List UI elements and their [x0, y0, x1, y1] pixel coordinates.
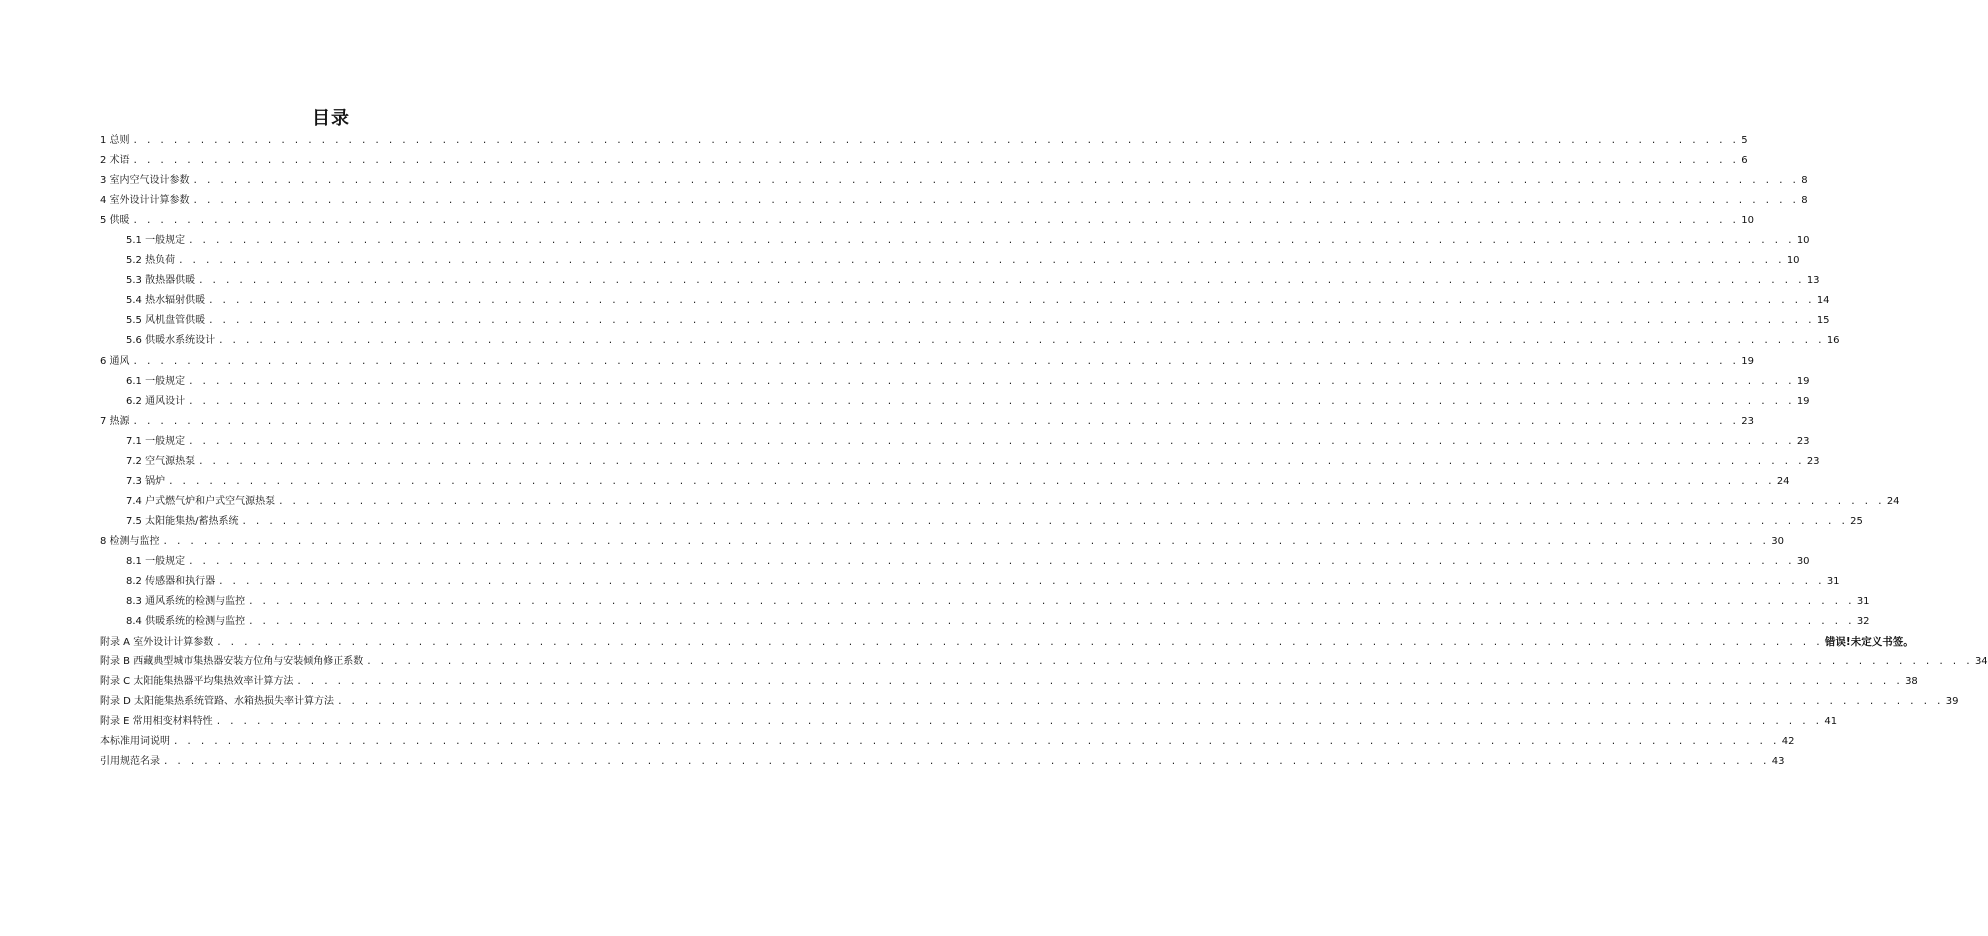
toc-entry-page: 34: [1974, 656, 1988, 668]
toc-entry-page: 24: [1886, 495, 1900, 507]
toc-entry-page: 23: [1796, 435, 1810, 447]
toc-entry-label: 7.1 一般规定: [126, 435, 186, 447]
toc-entry-page: 31: [1826, 576, 1840, 588]
toc-entry-page: 16: [1826, 335, 1840, 347]
toc-leader-dots: . . . . . . . . . . . . . . . . . . . . . . . . . . . . . . . . . . . . . . . . . . . . . . . . . . . . . . . . . . . . . . . . . . . . . . . . . . . . . . . . . . . . . . . . . . . . . . . . . . . . . . . . . . . . . . . . . . . . . . . .: [132, 356, 1739, 367]
toc-entry-page: 41: [1824, 716, 1838, 728]
toc-entry[interactable]: [100, 251, 1800, 271]
toc-entry-page: 8: [1801, 195, 1808, 207]
toc-entry-label: 7.2 空气源热泵: [126, 455, 196, 467]
toc-entry-page: 19: [1796, 375, 1810, 387]
toc-leader-dots: . . . . . . . . . . . . . . . . . . . . . . . . . . . . . . . . . . . . . . . . . . . . . . . . . . . . . . . . . . . . . . . . . . . . . . . . . . . . . . . . . . . . . . . . . . . . . . . . . . . . . . . . . . . . . . . . . . . . . . . .: [248, 597, 1854, 608]
toc-entry-label: 7 热源: [100, 415, 130, 427]
toc-entry-page: 23: [1741, 415, 1754, 427]
toc-entry-page: 23: [1806, 455, 1820, 467]
toc-leader-dots: . . . . . . . . . . . . . . . . . . . . . . . . . . . . . . . . . . . . . . . . . . . . . . . . . . . . . . . . . . . . . . . . . . . . . . . . . . . . . . . . . . . . . . . . . . . . . . . . . . . . . . . . . . . . . . . . . . . . . . . .: [162, 536, 1769, 547]
toc-entry-label: 附录 B 西藏典型城市集热器安装方位角与安装倾角修正系数: [100, 656, 364, 668]
toc-entry-label: 6 通风: [100, 355, 130, 367]
toc-entry-label: 5.5 风机盘管供暖: [126, 315, 206, 327]
toc-leader-dots: . . . . . . . . . . . . . . . . . . . . . . . . . . . . . . . . . . . . . . . . . . . . . . . . . . . . . . . . . . . . . . . . . . . . . . . . . . . . . . . . . . . . . . . . . . . . . . . . . . . . . . . . . . . . . . . . . . . . . . . .: [218, 336, 1824, 347]
toc-leader-dots: . . . . . . . . . . . . . . . . . . . . . . . . . . . . . . . . . . . . . . . . . . . . . . . . . . . . . . . . . . . . . . . . . . . . . . . . . . . . . . . . . . . . . . . . . . . . . . . . . . . . . . . . . . . . . . . . . . . . . . . .: [132, 136, 1739, 146]
toc-entry-page: 32: [1856, 616, 1870, 628]
toc-entry[interactable]: [100, 512, 1863, 532]
toc-entry-label: 7.5 太阳能集热/蓄热系统: [126, 515, 239, 527]
toc-entry-page: 39: [1945, 696, 1959, 708]
toc-entry-page: 8: [1801, 175, 1808, 187]
toc-leader-dots: . . . . . . . . . . . . . . . . . . . . . . . . . . . . . . . . . . . . . . . . . . . . . . . . . . . . . . . . . . . . . . . . . . . . . . . . . . . . . . . . . . . . . . . . . . . . . . . . . . . . . . . . . . . . . . . . . . . . . . . .: [216, 638, 1822, 649]
toc-leader-dots: . . . . . . . . . . . . . . . . . . . . . . . . . . . . . . . . . . . . . . . . . . . . . . . . . . . . . . . . . . . . . . . . . . . . . . . . . . . . . . . . . . . . . . . . . . . . . . . . . . . . . . . . . . . . . . . . . . . . . . . .: [192, 196, 1799, 207]
toc-entry-page: 10: [1786, 255, 1800, 267]
toc-entry-page: 25: [1850, 515, 1863, 527]
toc-entry[interactable]: [100, 311, 1830, 331]
toc-entry-label: 附录 A 室外设计计算参数: [100, 637, 214, 649]
toc-entry-label: 附录 E 常用相变材料特性: [100, 716, 213, 728]
toc-entry[interactable]: [100, 572, 1840, 592]
toc-entry-label: 3 室内空气设计参数: [100, 175, 190, 187]
toc-entry-page: 19: [1741, 355, 1754, 367]
toc-entry-label: 7.4 户式燃气炉和户式空气源热泵: [126, 495, 276, 507]
toc-entry[interactable]: [100, 492, 1900, 512]
toc-leader-dots: . . . . . . . . . . . . . . . . . . . . . . . . . . . . . . . . . . . . . . . . . . . . . . . . . . . . . . . . . . . . . . . . . . . . . . . . . . . . . . . . . . . . . . . . . . . . . . . . . . . . . . . . . . . . . . . . . . . . . . . .: [337, 697, 1943, 708]
toc-entry[interactable]: [100, 412, 1754, 432]
toc-entry-label: 8.3 通风系统的检测与监控: [126, 596, 246, 608]
toc-entry-page: 30: [1796, 555, 1810, 567]
toc-entry-page: 38: [1905, 676, 1918, 688]
toc-leader-dots: . . . . . . . . . . . . . . . . . . . . . . . . . . . . . . . . . . . . . . . . . . . . . . . . . . . . . . . . . . . . . . . . . . . . . . . . . . . . . . . . . . . . . . . . . . . . . . . . . . . . . . . . . . . . . . . . . . . . . . . .: [218, 577, 1824, 588]
toc-leader-dots: . . . . . . . . . . . . . . . . . . . . . . . . . . . . . . . . . . . . . . . . . . . . . . . . . . . . . . . . . . . . . . . . . . . . . . . . . . . . . . . . . . . . . . . . . . . . . . . . . . . . . . . . . . . . . . . . . . . . . . . .: [132, 216, 1739, 227]
toc-entry-label: 2 术语: [100, 155, 130, 167]
toc-entry-page: 19: [1796, 395, 1810, 407]
toc-entry-label: 5.3 散热器供暖: [126, 275, 196, 287]
toc-entry-page: 10: [1796, 235, 1810, 247]
toc-entry-page: 14: [1816, 295, 1830, 307]
toc-entry-label: 附录 D 太阳能集热系统管路、水箱热损失率计算方法: [100, 696, 335, 708]
toc-leader-dots: . . . . . . . . . . . . . . . . . . . . . . . . . . . . . . . . . . . . . . . . . . . . . . . . . . . . . . . . . . . . . . . . . . . . . . . . . . . . . . . . . . . . . . . . . . . . . . . . . . . . . . . . . . . . . . . . . . . . . . . .: [188, 236, 1794, 247]
toc-entry[interactable]: [100, 472, 1790, 492]
toc-leader-dots: . . . . . . . . . . . . . . . . . . . . . . . . . . . . . . . . . . . . . . . . . . . . . . . . . . . . . . . . . . . . . . . . . . . . . . . . . . . . . . . . . . . . . . . . . . . . . . . . . . . . . . . . . . . . . . . . . . . . . . . .: [188, 396, 1794, 407]
toc-entry-page: 15: [1816, 315, 1830, 327]
toc-entry-error-text: 错误!未定义书签。: [1824, 636, 1914, 649]
toc-entry-label: 4 室外设计计算参数: [100, 195, 190, 207]
toc-entry-page: 30: [1771, 535, 1784, 547]
toc-entry[interactable]: [100, 151, 1748, 171]
toc-entry-page: 31: [1856, 596, 1870, 608]
toc-leader-dots: . . . . . . . . . . . . . . . . . . . . . . . . . . . . . . . . . . . . . . . . . . . . . . . . . . . . . . . . . . . . . . . . . . . . . . . . . . . . . . . . . . . . . . . . . . . . . . . . . . . . . . . . . . . . . . . . . . . . . . . .: [163, 757, 1769, 768]
toc-entry[interactable]: [100, 231, 1810, 251]
toc-leader-dots: . . . . . . . . . . . . . . . . . . . . . . . . . . . . . . . . . . . . . . . . . . . . . . . . . . . . . . . . . . . . . . . . . . . . . . . . . . . . . . . . . . . . . . . . . . . . . . . . . . . . . . . . . . . . . . . . . . . . . . . .: [188, 376, 1794, 387]
toc-leader-dots: . . . . . . . . . . . . . . . . . . . . . . . . . . . . . . . . . . . . . . . . . . . . . . . . . . . . . . . . . . . . . . . . . . . . . . . . . . . . . . . . . . . . . . . . . . . . . . . . . . . . . . . . . . . . . . . . . . . . . . . .: [215, 717, 1822, 728]
toc-entry-label: 5.1 一般规定: [126, 235, 186, 247]
table-of-contents: [100, 131, 1988, 773]
toc-leader-dots: . . . . . . . . . . . . . . . . . . . . . . . . . . . . . . . . . . . . . . . . . . . . . . . . . . . . . . . . . . . . . . . . . . . . . . . . . . . . . . . . . . . . . . . . . . . . . . . . . . . . . . . . . . . . . . . . . . . . . . . .: [188, 556, 1794, 567]
toc-entry-label: 5.4 热水辐射供暖: [126, 295, 206, 307]
toc-entry-page: 43: [1771, 756, 1785, 768]
toc-entry[interactable]: [100, 372, 1810, 392]
toc-entry-label: 8.2 传感器和执行器: [126, 576, 216, 588]
toc-entry[interactable]: [100, 692, 1959, 712]
toc-entry-page: 13: [1806, 275, 1820, 287]
toc-leader-dots: . . . . . . . . . . . . . . . . . . . . . . . . . . . . . . . . . . . . . . . . . . . . . . . . . . . . . . . . . . . . . . . . . . . . . . . . . . . . . . . . . . . . . . . . . . . . . . . . . . . . . . . . . . . . . . . . . . . . . . . .: [178, 256, 1784, 267]
toc-leader-dots: . . . . . . . . . . . . . . . . . . . . . . . . . . . . . . . . . . . . . . . . . . . . . . . . . . . . . . . . . . . . . . . . . . . . . . . . . . . . . . . . . . . . . . . . . . . . . . . . . . . . . . . . . . . . . . . . . . . . . . . .: [241, 516, 1848, 527]
toc-entry[interactable]: [100, 652, 1988, 672]
toc-entry[interactable]: [100, 392, 1810, 412]
toc-leader-dots: . . . . . . . . . . . . . . . . . . . . . . . . . . . . . . . . . . . . . . . . . . . . . . . . . . . . . . . . . . . . . . . . . . . . . . . . . . . . . . . . . . . . . . . . . . . . . . . . . . . . . . . . . . . . . . . . . . . . . . . .: [132, 156, 1739, 167]
toc-entry[interactable]: [100, 712, 1838, 732]
toc-entry-label: 5.2 热负荷: [126, 255, 176, 267]
toc-entry[interactable]: [100, 732, 1795, 752]
toc-entry-page: 10: [1741, 215, 1754, 227]
toc-entry[interactable]: [100, 672, 1918, 692]
toc-entry-label: 5 供暖: [100, 215, 130, 227]
toc-entry[interactable]: [100, 532, 1784, 552]
toc-leader-dots: . . . . . . . . . . . . . . . . . . . . . . . . . . . . . . . . . . . . . . . . . . . . . . . . . . . . . . . . . . . . . . . . . . . . . . . . . . . . . . . . . . . . . . . . . . . . . . . . . . . . . . . . . . . . . . . . . . . . . . . .: [366, 657, 1972, 668]
toc-leader-dots: . . . . . . . . . . . . . . . . . . . . . . . . . . . . . . . . . . . . . . . . . . . . . . . . . . . . . . . . . . . . . . . . . . . . . . . . . . . . . . . . . . . . . . . . . . . . . . . . . . . . . . . . . . . . . . . . . . . . . . . .: [248, 617, 1854, 628]
toc-entry-label: 1 总则: [100, 135, 130, 146]
toc-entry-label: 6.1 一般规定: [126, 375, 186, 387]
toc-leader-dots: . . . . . . . . . . . . . . . . . . . . . . . . . . . . . . . . . . . . . . . . . . . . . . . . . . . . . . . . . . . . . . . . . . . . . . . . . . . . . . . . . . . . . . . . . . . . . . . . . . . . . . . . . . . . . . . . . . . . . . . .: [173, 737, 1779, 748]
toc-entry[interactable]: [100, 191, 1808, 211]
toc-leader-dots: . . . . . . . . . . . . . . . . . . . . . . . . . . . . . . . . . . . . . . . . . . . . . . . . . . . . . . . . . . . . . . . . . . . . . . . . . . . . . . . . . . . . . . . . . . . . . . . . . . . . . . . . . . . . . . . . . . . . . . . .: [168, 476, 1774, 487]
toc-entry-label: 7.3 锅炉: [126, 475, 166, 487]
toc-entry[interactable]: [100, 632, 1914, 652]
toc-entry-label: 本标准用词说明: [100, 736, 170, 748]
toc-entry-label: 8.4 供暖系统的检测与监控: [126, 616, 246, 628]
toc-entry[interactable]: [100, 592, 1870, 612]
toc-entry[interactable]: [100, 452, 1820, 472]
toc-entry[interactable]: [100, 752, 1785, 772]
toc-entry[interactable]: [100, 432, 1810, 452]
toc-leader-dots: . . . . . . . . . . . . . . . . . . . . . . . . . . . . . . . . . . . . . . . . . . . . . . . . . . . . . . . . . . . . . . . . . . . . . . . . . . . . . . . . . . . . . . . . . . . . . . . . . . . . . . . . . . . . . . . . . . . . . . . .: [198, 456, 1804, 467]
toc-entry[interactable]: [100, 552, 1810, 572]
toc-leader-dots: . . . . . . . . . . . . . . . . . . . . . . . . . . . . . . . . . . . . . . . . . . . . . . . . . . . . . . . . . . . . . . . . . . . . . . . . . . . . . . . . . . . . . . . . . . . . . . . . . . . . . . . . . . . . . . . . . . . . . . . .: [188, 436, 1794, 447]
toc-entry[interactable]: [100, 171, 1808, 191]
toc-entry-label: 引用规范名录: [100, 756, 160, 768]
toc-entry-page: 42: [1781, 736, 1795, 748]
toc-leader-dots: . . . . . . . . . . . . . . . . . . . . . . . . . . . . . . . . . . . . . . . . . . . . . . . . . . . . . . . . . . . . . . . . . . . . . . . . . . . . . . . . . . . . . . . . . . . . . . . . . . . . . . . . . . . . . . . . . . . . . . . .: [208, 296, 1814, 307]
toc-entry-label: 5.6 供暖水系统设计: [126, 335, 216, 347]
toc-leader-dots: . . . . . . . . . . . . . . . . . . . . . . . . . . . . . . . . . . . . . . . . . . . . . . . . . . . . . . . . . . . . . . . . . . . . . . . . . . . . . . . . . . . . . . . . . . . . . . . . . . . . . . . . . . . . . . . . . . . . . . . .: [192, 176, 1799, 187]
toc-entry-label: 6.2 通风设计: [126, 395, 186, 407]
toc-entry[interactable]: [100, 131, 1748, 151]
toc-leader-dots: . . . . . . . . . . . . . . . . . . . . . . . . . . . . . . . . . . . . . . . . . . . . . . . . . . . . . . . . . . . . . . . . . . . . . . . . . . . . . . . . . . . . . . . . . . . . . . . . . . . . . . . . . . . . . . . . . . . . . . . .: [296, 677, 1903, 688]
toc-entry-label: 8 检测与监控: [100, 535, 160, 547]
toc-entry-label: 8.1 一般规定: [126, 555, 186, 567]
toc-entry-label: 附录 C 太阳能集热器平均集热效率计算方法: [100, 676, 294, 688]
toc-leader-dots: . . . . . . . . . . . . . . . . . . . . . . . . . . . . . . . . . . . . . . . . . . . . . . . . . . . . . . . . . . . . . . . . . . . . . . . . . . . . . . . . . . . . . . . . . . . . . . . . . . . . . . . . . . . . . . . . . . . . . . . .: [132, 416, 1739, 427]
page-title: 目录: [312, 108, 350, 129]
toc-entry-page: 6: [1741, 155, 1748, 167]
toc-entry[interactable]: [100, 271, 1820, 291]
toc-leader-dots: . . . . . . . . . . . . . . . . . . . . . . . . . . . . . . . . . . . . . . . . . . . . . . . . . . . . . . . . . . . . . . . . . . . . . . . . . . . . . . . . . . . . . . . . . . . . . . . . . . . . . . . . . . . . . . . . . . . . . . . .: [198, 276, 1804, 287]
toc-entry[interactable]: [100, 331, 1840, 351]
toc-leader-dots: . . . . . . . . . . . . . . . . . . . . . . . . . . . . . . . . . . . . . . . . . . . . . . . . . . . . . . . . . . . . . . . . . . . . . . . . . . . . . . . . . . . . . . . . . . . . . . . . . . . . . . . . . . . . . . . . . . . . . . . .: [278, 496, 1884, 507]
toc-entry-page: 24: [1776, 475, 1790, 487]
toc-entry-page: 5: [1741, 135, 1748, 146]
toc-leader-dots: . . . . . . . . . . . . . . . . . . . . . . . . . . . . . . . . . . . . . . . . . . . . . . . . . . . . . . . . . . . . . . . . . . . . . . . . . . . . . . . . . . . . . . . . . . . . . . . . . . . . . . . . . . . . . . . . . . . . . . . .: [208, 316, 1814, 327]
toc-entry[interactable]: [100, 612, 1870, 632]
toc-entry[interactable]: [100, 352, 1754, 372]
toc-entry[interactable]: [100, 211, 1754, 231]
toc-entry[interactable]: [100, 291, 1830, 311]
